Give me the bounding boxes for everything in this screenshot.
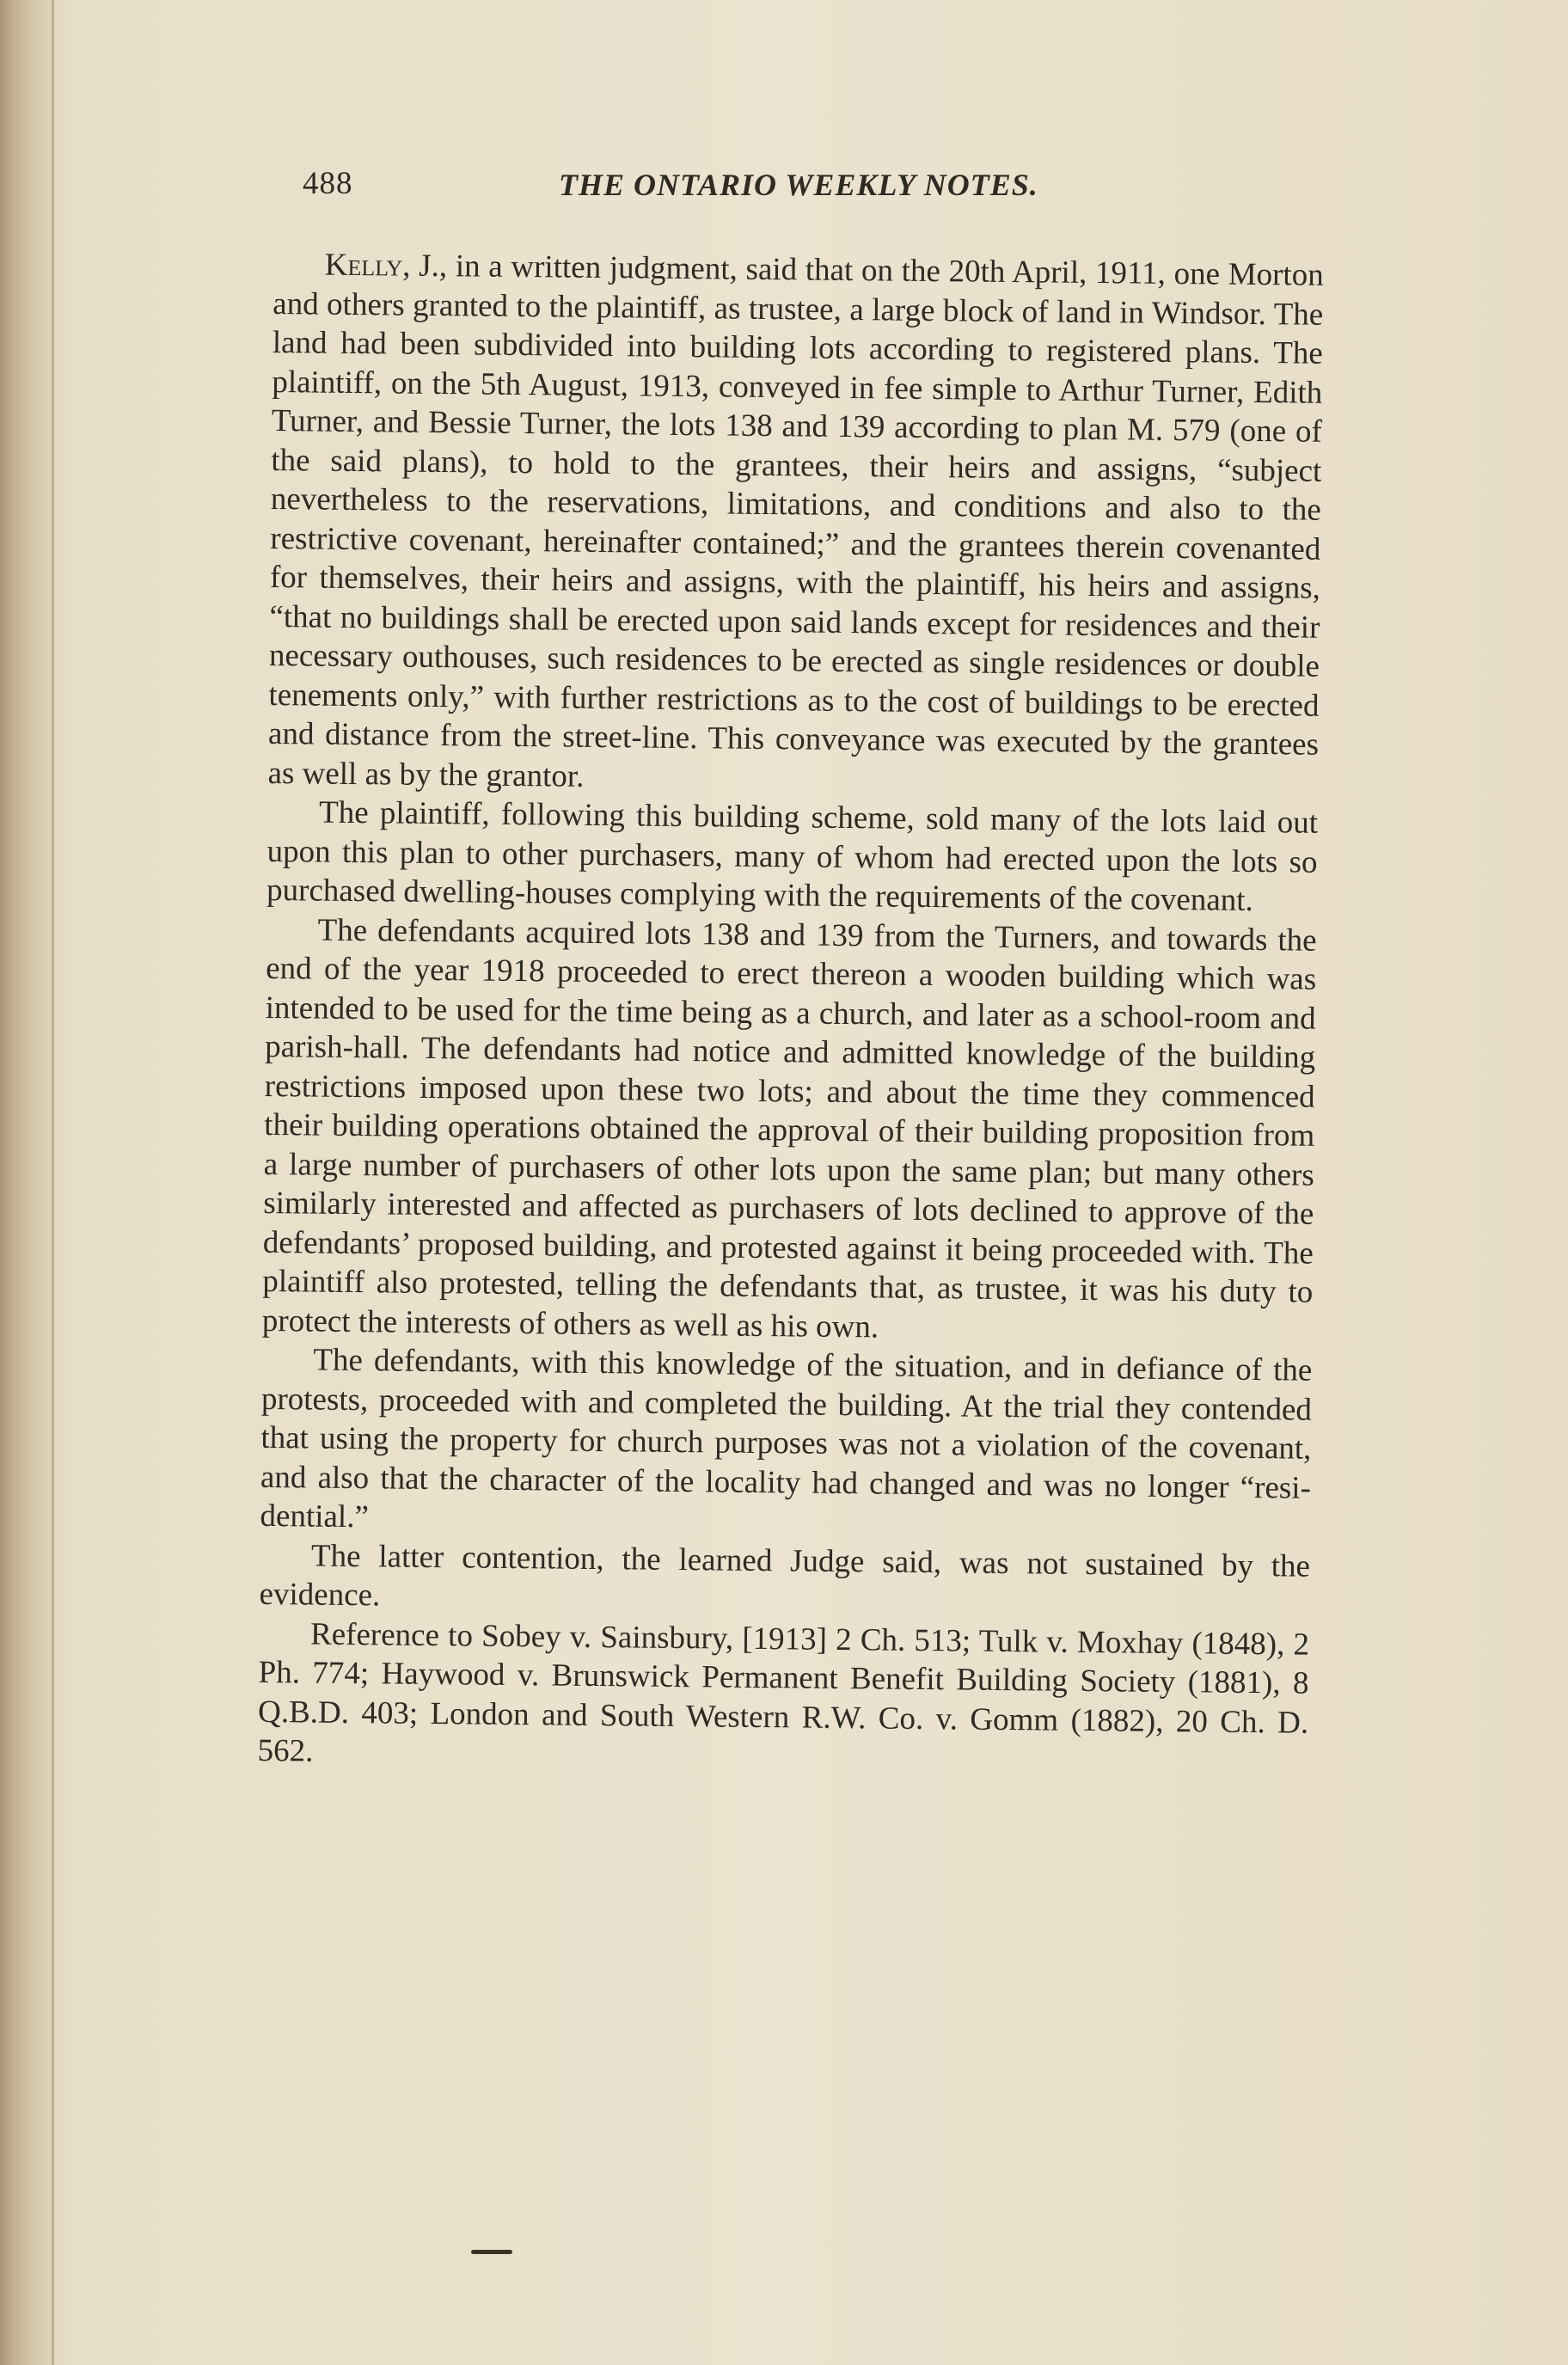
judge-name: Kelly [324, 247, 403, 284]
paragraph-1-text: , J., in a written judgment, said that on the 20th April, 1911, one Morton and others granted to the plaintiff, as trustee, a large block of land in Windsor. The land had been subdivided into building lots according to registered plans. The plaintiff, on the 5th August, 1913, conveyed in fee simple to Arthur Turner, Edith Turner, and Bessie Turner, the lots 138 and 139 according to plan M. 579 (one of the said plans), to hold to the grantees, their heirs and assigns, “subject nevertheless to the reservations, limitations, and conditions and also to the restrictive covenant, hereinafter contained;” and the grantees therein covenanted for themselves, their heirs and assigns, with the plaintiff, his heirs and assigns, “that no buildings shall be erected upon said lands except for residences and their necessary outhouses, such residences to be erected as single residences or double tenements only,” with further restrictions as to the cost of buildings to be erected and distance from the street-line. This conveyance was executed by the grantees as well as by the grantor. [267, 248, 1324, 794]
running-title: THE ONTARIO WEEKLY NOTES. [559, 168, 1038, 202]
page-header [301, 165, 1332, 206]
paragraph-5: The latter contention, the learned Judge said, was not sustained by the evidence. [259, 1538, 1311, 1614]
book-binding-edge [0, 0, 57, 2365]
binding-crease [52, 0, 54, 2365]
paragraph-3: The defendants acquired lots 138 and 139 from the Turners, and towards the end of the year 1918 proceeded to erect thereon a wooden building which was intended to be used for the time being as a church, and later as a school-room and parish-hall. The defendants had notice and admitted knowledge of the building restrictions imposed upon these two lots; and about the time they commenced their building operations obtained the approval of their building proposition from a large number of purchasers of other lots upon the same plan; but many others similarly interested and affected as purchasers of lots declined to approve of the defendants’ proposed building, and protested against it being proceeded with. The plaintiff also protested, telling the defendants that, as trustee, it was his duty to protect the interests of others as well as his own. [261, 912, 1317, 1345]
section-dash-mark [471, 2250, 512, 2254]
paragraph-1 [267, 245, 1324, 804]
judgment-text [257, 245, 1324, 1781]
paragraph-6-references: Reference to Sobey v. Sainsbury, [1913] 2 Ch. 513; Tulk v. Moxhay (1848), 2 Ph. 774; Haywood v. Brunswick Permanent Benefit Building Society (1881), 8 Q.B.D. 403; London and South Western R.W. Co. v. Gomm (1882), 20 Ch. D. 562. [257, 1616, 1310, 1769]
page-number: 488 [303, 166, 353, 201]
paragraph-2: The plaintiff, following this building scheme, sold many of the lots laid out upon this plan to other purchasers, many of whom had erected upon the lots so purchased dwelling-houses complying with the requirements of the covenant. [266, 794, 1319, 918]
paragraph-4: The defendants, with this knowledge of the situation, and in defiance of the protests, proceeded with and completed the building. At the trial they contended that using the property for church purposes was not a violation of the covenant, and also that the character of the locality had changed and was no longer “residential.” [260, 1342, 1313, 1535]
